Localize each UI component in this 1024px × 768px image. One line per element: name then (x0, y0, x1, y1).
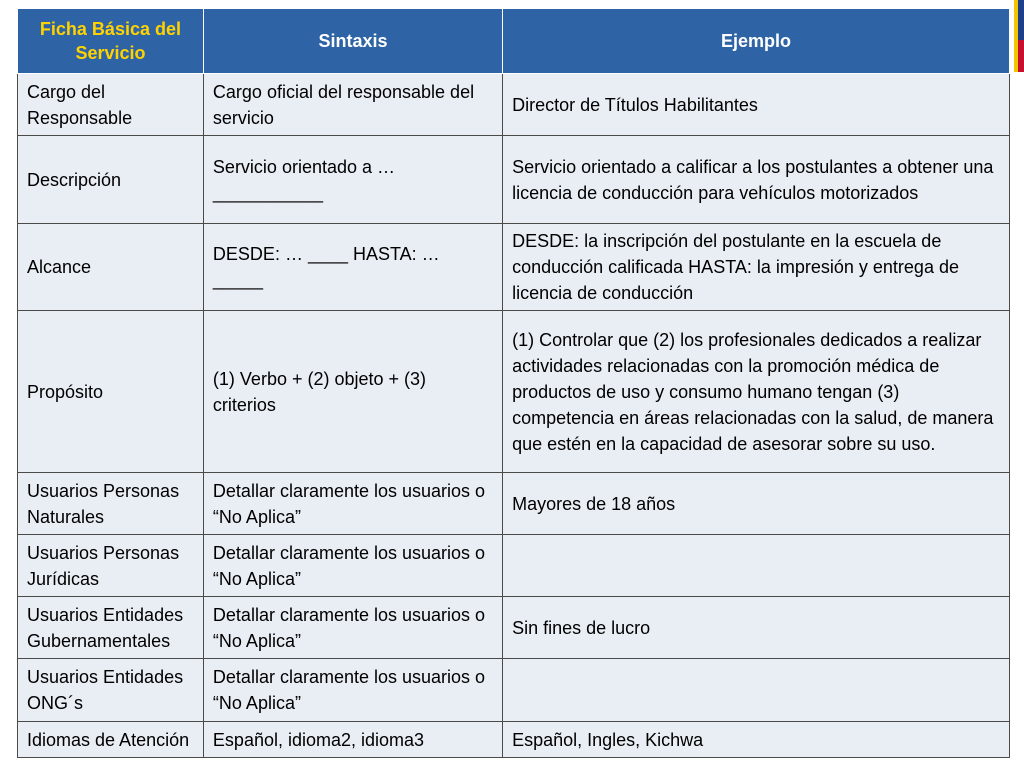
row-label: Usuarios Personas Jurídicas (18, 535, 204, 597)
row-example: Servicio orientado a calificar a los postulantes a obtener una licencia de conducción para vehículos motorizados (503, 136, 1010, 224)
row-syntax: DESDE: … ____ HASTA: … _____ (203, 224, 502, 311)
service-sheet-table (17, 8, 1010, 758)
row-example: Director de Títulos Habilitantes (503, 74, 1010, 136)
row-label: Usuarios Entidades Gubernamentales (18, 597, 204, 659)
table-row-entidades-gubernamentales (18, 597, 1010, 659)
row-example: Sin fines de lucro (503, 597, 1010, 659)
row-syntax: Servicio orientado a … ___________ (203, 136, 502, 224)
table-row-idiomas (18, 722, 1010, 758)
table-row-alcance (18, 224, 1010, 311)
row-example: (1) Controlar que (2) los profesionales dedicados a realizar actividades relacionadas con la promoción médica de productos de uso y consumo humano tengan (3) competencia en áreas relacionadas con la salud, de manera que estén en la capacidad de asesorar sobre su uso. (503, 311, 1010, 473)
row-syntax: Cargo oficial del responsable del servicio (203, 74, 502, 136)
table-row-proposito (18, 311, 1010, 473)
row-example (503, 659, 1010, 722)
row-label: Cargo del Responsable (18, 74, 204, 136)
row-syntax: Español, idioma2, idioma3 (203, 722, 502, 758)
row-example (503, 535, 1010, 597)
red-stripe (1018, 40, 1024, 72)
row-label: Usuarios Entidades ONG´s (18, 659, 204, 722)
row-example: Español, Ingles, Kichwa (503, 722, 1010, 758)
table-row-personas-naturales (18, 473, 1010, 535)
header-sintaxis: Sintaxis (203, 9, 502, 74)
table-header-row (18, 9, 1010, 74)
row-label: Alcance (18, 224, 204, 311)
row-label: Idiomas de Atención (18, 722, 204, 758)
header-ejemplo: Ejemplo (503, 9, 1010, 74)
row-label: Descripción (18, 136, 204, 224)
table-row-cargo (18, 74, 1010, 136)
row-syntax: Detallar claramente los usuarios o “No Aplica” (203, 535, 502, 597)
table-row-entidades-ong (18, 659, 1010, 722)
table-row-descripcion (18, 136, 1010, 224)
row-syntax: Detallar claramente los usuarios o “No Aplica” (203, 659, 502, 722)
blue-stripe (1018, 0, 1024, 40)
header-ficha-basica: Ficha Básica del Servicio (18, 9, 204, 74)
table-row-personas-juridicas (18, 535, 1010, 597)
row-syntax: (1) Verbo + (2) objeto + (3) criterios (203, 311, 502, 473)
row-example: Mayores de 18 años (503, 473, 1010, 535)
row-example: DESDE: la inscripción del postulante en la escuela de conducción calificada HASTA: la impresión y entrega de licencia de conducción (503, 224, 1010, 311)
row-label: Usuarios Personas Naturales (18, 473, 204, 535)
row-label: Propósito (18, 311, 204, 473)
flag-stripes-decoration (1010, 0, 1024, 72)
row-syntax: Detallar claramente los usuarios o “No Aplica” (203, 597, 502, 659)
row-syntax: Detallar claramente los usuarios o “No Aplica” (203, 473, 502, 535)
